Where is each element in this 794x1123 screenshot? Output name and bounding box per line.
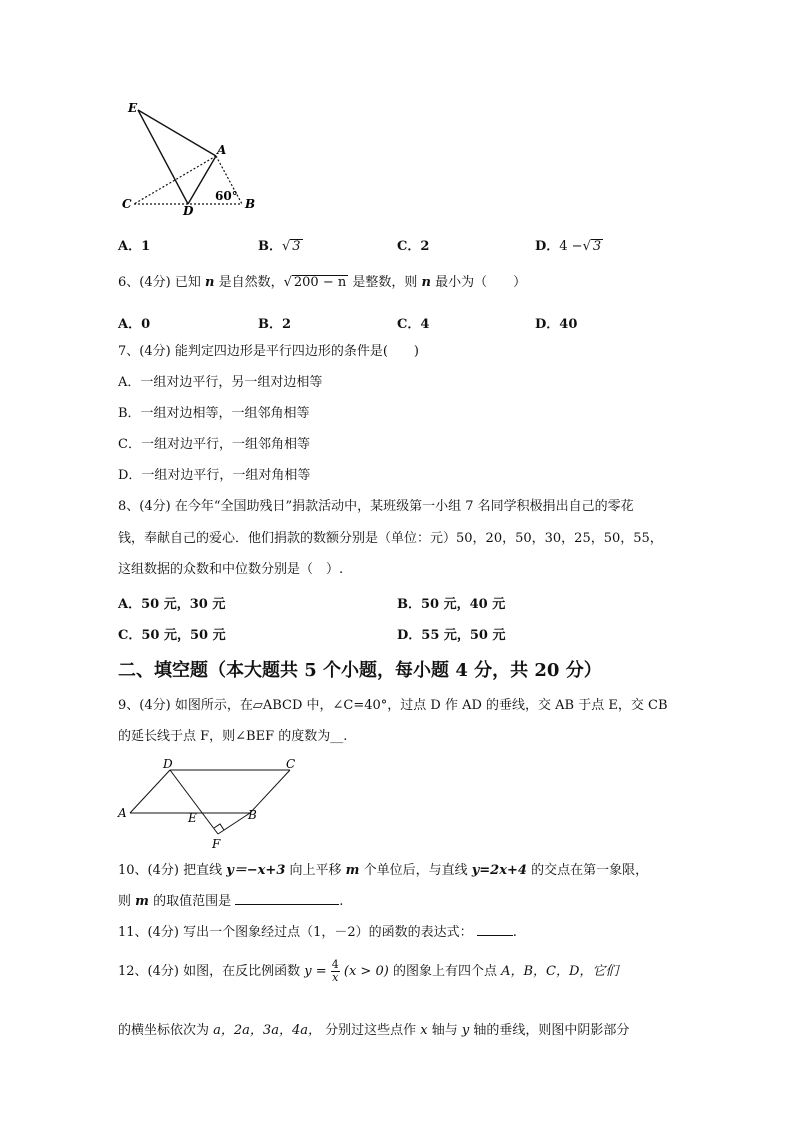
q12-after: 的图象上有四个点 <box>392 964 497 979</box>
q5-option-d[interactable]: D．4 −√ 3 <box>535 239 602 254</box>
q12-line2-c: 轴与 <box>431 1023 458 1038</box>
fig2-label-B: B <box>248 808 257 822</box>
q7-option-c[interactable]: C．一组对边平行，一组邻角相等 <box>118 437 310 452</box>
q10-line-2 <box>118 894 343 910</box>
q10-expr-1: y＝−x+3 <box>226 863 286 878</box>
q6-stem: 6、(4分) 已知 n 是自然数，√ 200 − n 是整数，则 n 最小为（ ） <box>118 275 527 290</box>
label-B: B <box>245 197 256 211</box>
q12-prefix: 12、(4分) 如图，在反比例函数 <box>118 964 301 979</box>
q12-points: A，B，C，D，它们 <box>501 964 619 979</box>
q11-answer-blank[interactable] <box>477 935 513 936</box>
fig2-label-F: F <box>212 837 221 851</box>
q10-line2-text: 的取值范围是 <box>153 894 232 909</box>
q7-option-d[interactable]: D．一组对边平行，一组对角相等 <box>118 468 311 483</box>
q6-var-n2: n <box>421 275 431 290</box>
q10-expr-2: y=2x+4 <box>471 863 527 878</box>
q6-option-c[interactable]: C．4 <box>397 317 430 332</box>
q5-option-b-prefix: B． <box>258 239 282 254</box>
q12-line2-prefix: 的横坐标依次为 <box>118 1023 210 1038</box>
q12-line-2 <box>118 1023 629 1039</box>
q11-end: . <box>512 925 517 940</box>
q10-var-m: m <box>345 863 360 878</box>
q6-option-d[interactable]: D．40 <box>535 317 578 332</box>
q7-stem: 7、(4分) 能判定四边形是平行四边形的条件是( ) <box>118 344 419 359</box>
q5-option-d-expr: 4 − <box>559 239 583 254</box>
q5-option-c[interactable]: C．2 <box>397 239 430 254</box>
q8-option-b[interactable]: B．50 元，40 元 <box>397 597 506 612</box>
q8-line-1: 8、(4分) 在今年“全国助残日”捐款活动中，某班级第一小组 7 名同学积极捐出自己的零花 <box>118 499 634 514</box>
q7-option-b[interactable]: B．一组对边相等，一组邻角相等 <box>118 406 310 421</box>
q5-option-b[interactable]: B．√ 3 <box>258 239 301 254</box>
figure-parallelogram-abcd <box>116 756 310 851</box>
q5-option-a[interactable]: A．1 <box>118 239 151 254</box>
q10-text-b: 向上平移 <box>289 863 342 878</box>
label-angle: 60° <box>215 189 238 203</box>
q12-line2-b: 分别过这些点作 <box>325 1023 417 1038</box>
q6-var-n: n <box>204 275 215 290</box>
q12-x-axis: x <box>420 1023 428 1038</box>
q7-option-a[interactable]: A．一组对边平行，另一组对边相等 <box>118 375 323 390</box>
q6-option-b[interactable]: B．2 <box>258 317 292 332</box>
q8-line-2: 钱，奉献自己的爱心．他们捐款的数额分别是（单位：元）50，20，50，30，25，50，55， <box>118 531 663 546</box>
q10-line-1 <box>118 863 648 879</box>
q12-condition: (x > 0) <box>343 964 389 979</box>
q10-prefix: 10、(4分) 把直线 <box>118 863 223 878</box>
q12-line-1 <box>118 958 618 986</box>
label-D: D <box>183 204 194 216</box>
q8-option-a[interactable]: A．50 元，30 元 <box>118 597 226 612</box>
q9-line-2: 的延长线于点 F，则∠BEF 的度数为__. <box>118 729 348 744</box>
fig2-label-C: C <box>286 757 296 771</box>
q12-fraction-den: x <box>332 971 339 984</box>
q6-option-a[interactable]: A．0 <box>118 317 151 332</box>
q6-prefix: 6、(4分) 已知 <box>118 275 201 290</box>
q12-func-lhs: y = <box>304 964 327 979</box>
fig2-label-A: A <box>118 806 127 820</box>
q11-stem <box>118 925 517 941</box>
q8-option-d[interactable]: D．55 元，50 元 <box>397 628 506 643</box>
q10-text-c: 个单位后，与直线 <box>363 863 468 878</box>
q6-end: 最小为（ ） <box>435 275 527 290</box>
label-C: C <box>122 197 132 211</box>
q10-answer-blank[interactable] <box>235 904 339 905</box>
q8-option-c[interactable]: C．50 元，50 元 <box>118 628 226 643</box>
q12-line2-d: 轴的垂线，则图中阴影部分 <box>473 1023 630 1038</box>
q10-line2-prefix: 则 <box>118 894 132 909</box>
fig2-label-D: D <box>163 757 173 771</box>
q11-text: 11、(4分) 写出一个图象经过点（1，－2）的函数的表达式： <box>118 925 473 940</box>
q8-line-3: 这组数据的众数和中位数分别是（ ）. <box>118 562 344 577</box>
figure-triangle-eadcb <box>118 98 268 216</box>
q12-y-axis: y <box>461 1023 470 1038</box>
q9-line-1: 9、(4分) 如图所示，在▱ABCD 中，∠C=40°，过点 D 作 AD 的垂线，交 AB 于点 E，交 CB <box>118 698 668 713</box>
q5-option-d-radicand: 3 <box>592 239 602 254</box>
q6-mid: 是自然数， <box>218 275 284 290</box>
label-E: E <box>128 101 138 115</box>
section-2-title: 二、填空题（本大题共 5 个小题，每小题 4 分，共 20 分） <box>118 660 602 681</box>
q12-fraction-num: 4 <box>331 958 339 971</box>
q5-option-d-prefix: D． <box>535 239 560 254</box>
q6-radicand: 200 − n <box>293 275 347 290</box>
q10-text-d: 的交点在第一象限， <box>531 863 649 878</box>
q10-line2-end: . <box>339 894 344 909</box>
q6-after: 是整数，则 <box>352 275 418 290</box>
label-A: A <box>217 143 227 157</box>
q5-option-b-radicand: 3 <box>292 239 301 254</box>
fig2-label-E: E <box>188 811 197 825</box>
q10-var-m2: m <box>135 894 149 909</box>
q12-fraction <box>331 959 340 984</box>
q12-coords: a，2a，3a，4a， <box>213 1023 321 1038</box>
